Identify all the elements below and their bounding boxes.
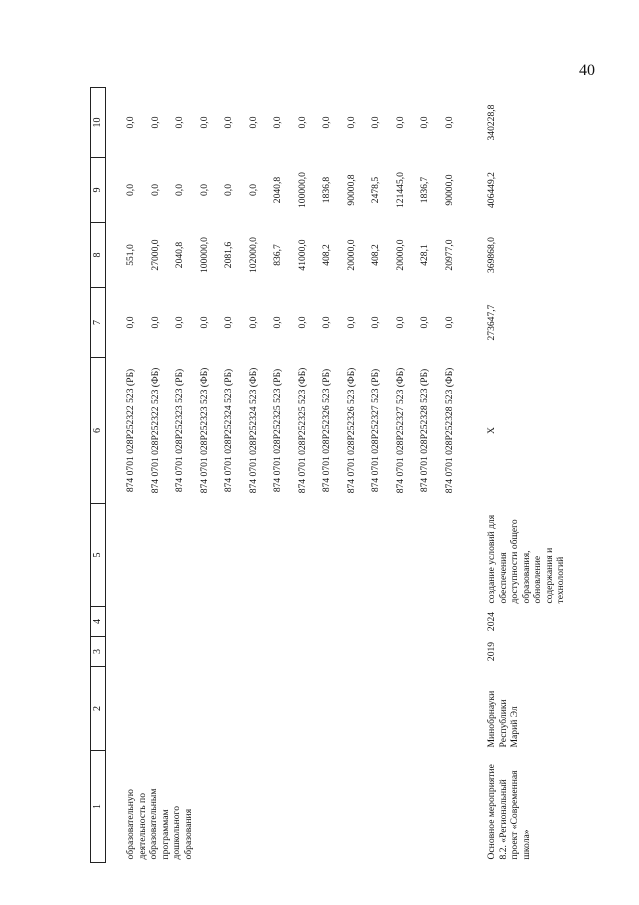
value-col-9: 0,0 [223, 184, 234, 196]
value-col-9: 0,0 [198, 184, 210, 196]
value-col-10: 0,0 [370, 116, 381, 129]
value-col-7: 0,0 [149, 316, 161, 329]
value-col-9: 100000,0 [296, 172, 308, 208]
value-col-8: 2081,6 [223, 241, 234, 269]
spacer-row [467, 88, 485, 863]
value-col-9: 0,0 [149, 184, 161, 196]
value-col-9: 121445,0 [394, 172, 406, 208]
column-number: 4 [91, 607, 106, 637]
budget-code: 874 0701 028P252327 523 (ФБ) [394, 367, 406, 494]
value-col-10: 0,0 [321, 116, 332, 129]
value-col-10: 0,0 [174, 116, 185, 129]
value-col-9: 0,0 [247, 184, 259, 196]
column-number: 10 [91, 88, 106, 158]
rotated-table-wrapper [90, 88, 566, 863]
value-col-8: 102000,0 [247, 237, 259, 273]
value-col-10: 0,0 [223, 116, 234, 129]
value-col-8: 836,7 [272, 244, 283, 266]
column-number: 8 [91, 223, 106, 288]
value-col-10: 0,0 [419, 116, 430, 129]
column-number-row [91, 88, 106, 863]
value-col-8: 20000,0 [394, 239, 406, 271]
value-col-9: 1836,7 [419, 176, 430, 204]
value-col-8: 100000,0 [198, 237, 210, 273]
responsible-executor: Минобрнауки Республики Марий Эл [486, 690, 520, 748]
value-col-10: 340228,8 [486, 104, 497, 141]
budget-code: 874 0701 028P252323 523 (РБ) [174, 368, 185, 493]
value-col-10: 0,0 [394, 116, 406, 129]
value-col-8: 27000,0 [149, 239, 161, 271]
column-number: 5 [91, 504, 106, 607]
budget-code: 874 0701 028P252325 523 (ФБ) [296, 367, 308, 494]
budget-code: 874 0701 028P252326 523 (ФБ) [345, 367, 357, 494]
value-col-10: 0,0 [296, 116, 308, 129]
event-description: создание условий для обеспечения доступности общего образования, обновление содержания и технологий [486, 514, 566, 604]
value-col-9: 1836,8 [321, 176, 332, 204]
value-col-7: 0,0 [443, 316, 455, 329]
value-col-8: 408,2 [370, 244, 381, 266]
event-name: Основное мероприятие 8.2. «Региональный проект «Современная школа» [486, 764, 532, 860]
value-col-10: 0,0 [125, 116, 136, 129]
value-col-7: 0,0 [125, 316, 136, 329]
value-col-10: 0,0 [272, 116, 283, 129]
start-year: 2019 [486, 641, 497, 662]
budget-table [90, 87, 568, 863]
budget-code: 874 0701 028P252327 523 (РБ) [370, 368, 381, 493]
value-col-9: 2040,8 [272, 176, 283, 204]
value-col-9: 90000,0 [443, 174, 455, 206]
continuation-text: образовательную деятельность по образовательным программам дошкольного образования [125, 788, 194, 860]
value-col-8: 408,2 [321, 244, 332, 266]
value-col-10: 0,0 [247, 116, 259, 129]
value-col-7: 273647,7 [486, 304, 497, 341]
value-col-7: 0,0 [174, 316, 185, 329]
value-col-7: 0,0 [345, 316, 357, 329]
budget-code: 874 0701 028P252325 523 (РБ) [272, 368, 283, 493]
value-col-9: 0,0 [174, 184, 185, 196]
value-col-9: 2478,5 [370, 176, 381, 204]
value-col-9: 90000,8 [345, 174, 357, 206]
value-col-8: 551,0 [125, 244, 136, 266]
budget-code: 874 0701 028P252323 523 (ФБ) [198, 367, 210, 494]
value-col-7: 0,0 [247, 316, 259, 329]
value-col-10: 0,0 [198, 116, 210, 129]
budget-code: 874 0701 028P252326 523 (РБ) [321, 368, 332, 493]
column-number: 9 [91, 158, 106, 223]
value-col-10: 0,0 [345, 116, 357, 129]
value-col-7: 0,0 [198, 316, 210, 329]
budget-code: 874 0701 028P252324 523 (РБ) [223, 368, 234, 493]
value-col-8: 20977,0 [443, 239, 455, 271]
value-col-7: 0,0 [223, 316, 234, 329]
budget-code: 874 0701 028P252324 523 (ФБ) [247, 367, 259, 494]
column-number: 3 [91, 637, 106, 667]
value-col-9: 406449,2 [486, 172, 497, 208]
budget-code: 874 0701 028P252328 523 (РБ) [419, 368, 430, 493]
value-col-7: 0,0 [394, 316, 406, 329]
end-year: 2024 [486, 611, 497, 632]
budget-code: 874 0701 028P252322 523 (РБ) [125, 368, 136, 493]
value-col-7: 0,0 [272, 316, 283, 329]
budget-code: X [486, 427, 497, 434]
value-col-7: 0,0 [419, 316, 430, 329]
value-col-8: 41000,0 [296, 239, 308, 271]
value-col-7: 0,0 [321, 316, 332, 329]
main-event-row [485, 88, 568, 863]
column-number: 7 [91, 288, 106, 358]
value-col-7: 0,0 [370, 316, 381, 329]
value-col-7: 0,0 [296, 316, 308, 329]
value-col-8: 2040,8 [174, 241, 185, 269]
empty-cell [124, 504, 467, 751]
budget-code: 874 0701 028P252328 523 (ФБ) [443, 367, 455, 494]
value-col-8: 20000,0 [345, 239, 357, 271]
page-number: 40 [579, 62, 595, 79]
value-col-10: 0,0 [443, 116, 455, 129]
spacer-row [106, 88, 125, 863]
value-col-10: 0,0 [149, 116, 161, 129]
column-number: 1 [91, 751, 106, 863]
value-col-8: 428,1 [419, 244, 430, 266]
column-number: 6 [91, 358, 106, 504]
table-row [124, 88, 149, 863]
value-col-9: 0,0 [125, 184, 136, 196]
column-number: 2 [91, 667, 106, 751]
value-col-8: 369868,0 [486, 237, 497, 273]
budget-code: 874 0701 028P252322 523 (ФБ) [149, 367, 161, 494]
